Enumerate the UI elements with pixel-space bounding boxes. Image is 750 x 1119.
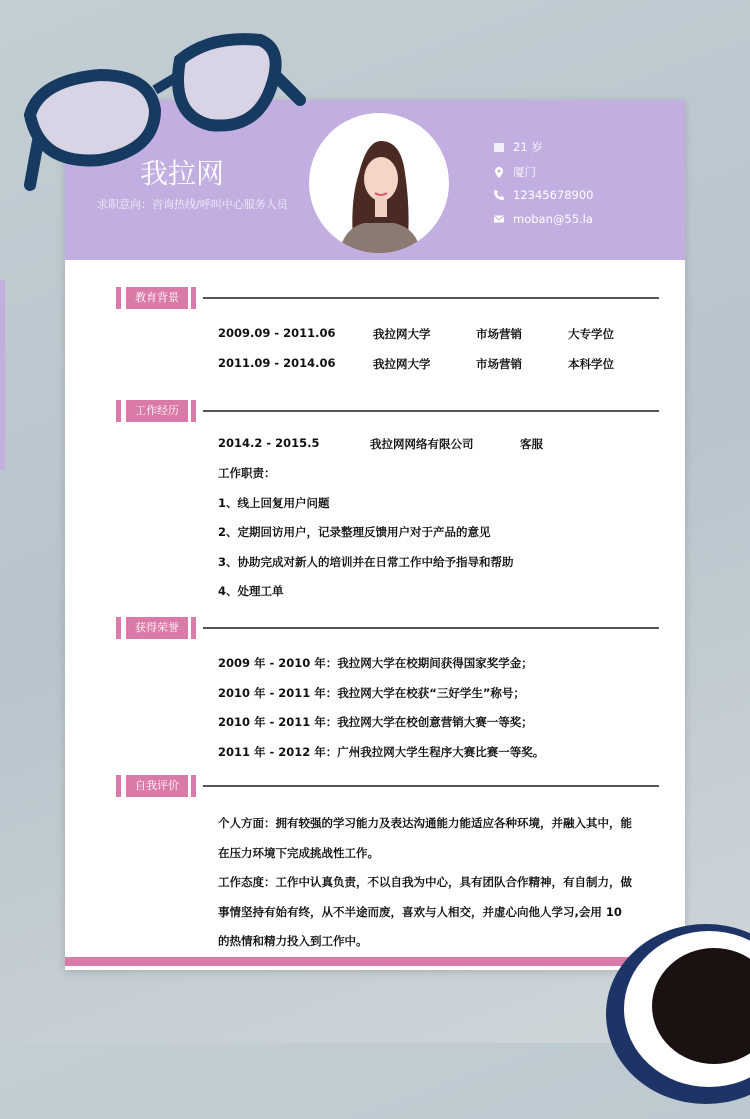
job-intent: 求职意向：咨询热线/呼叫中心服务人员 [97,198,288,211]
edu-degree: 本科学位 [568,357,614,371]
section-title: 自我评价 [126,775,188,797]
section-title: 获得荣誉 [126,617,188,639]
duties-label: 工作职责： [218,466,276,480]
section-title: 教育背景 [126,287,188,309]
honor-item: 2010 年 - 2011 年：我拉网大学在校获“三好学生”称号； [218,686,525,700]
section-header-education [116,287,659,309]
section-header-work [116,400,659,422]
info-age [493,139,543,155]
info-city [493,164,536,180]
work-period: 2014.2 - 2015.5 [218,436,320,450]
duty-item: 1、线上回复用户问题 [218,496,330,510]
self-eval-line: 工作态度：工作中认真负责，不以自我为中心，具有团队合作精神，有自制力，做 [218,875,632,889]
honor-item: 2010 年 - 2011 年：我拉网大学在校创意营销大赛一等奖； [218,715,533,729]
glasses-decoration [20,20,310,195]
edu-period: 2011.09 - 2014.06 [218,356,336,370]
calendar-icon [493,141,505,153]
self-eval-line: 事情坚持有始有终，从不半途而废，喜欢与人相交，并虚心向他人学习,会用 10 [218,905,622,919]
location-pin-icon [493,166,505,178]
side-accent-bar [0,280,5,470]
edu-major: 市场营销 [476,357,522,371]
mail-icon [493,213,505,225]
duty-item: 4、处理工单 [218,584,284,598]
honor-item: 2011 年 - 2012 年：广州我拉网大学生程序大赛比赛一等奖。 [218,745,545,759]
section-header-honors [116,617,659,639]
phone-text: 12345678900 [513,188,594,202]
self-eval-line: 的热情和精力投入到工作中。 [218,934,368,948]
candidate-name: 我拉网 [140,157,225,190]
age-text: 21 岁 [513,140,543,154]
section-title: 工作经历 [126,400,188,422]
footer-accent-bar [65,957,685,966]
avatar [309,113,449,253]
work-company: 我拉网网络有限公司 [370,437,474,451]
coffee-cup-decoration [606,924,750,1119]
edu-major: 市场营销 [476,327,522,341]
duty-item: 3、协助完成对新人的培训并在日常工作中给予指导和帮助 [218,555,514,569]
edu-school: 我拉网大学 [373,357,431,371]
phone-icon [493,189,505,201]
edu-degree: 大专学位 [568,327,614,341]
work-position: 客服 [520,437,543,451]
resume-page [65,100,685,970]
city-text: 厦门 [513,165,536,179]
honor-item: 2009 年 - 2010 年：我拉网大学在校期间获得国家奖学金； [218,656,533,670]
info-phone [493,188,593,202]
self-eval-line: 在压力环境下完成挑战性工作。 [218,846,379,860]
section-header-self [116,775,659,797]
edu-school: 我拉网大学 [373,327,431,341]
info-email [493,212,593,226]
duty-item: 2、定期回访用户，记录整理反馈用户对于产品的意见 [218,525,491,539]
edu-period: 2009.09 - 2011.06 [218,326,336,340]
self-eval-line: 个人方面：拥有较强的学习能力及表达沟通能力能适应各种环境，并融入其中，能 [218,816,632,830]
email-text: moban@55.la [513,212,593,226]
